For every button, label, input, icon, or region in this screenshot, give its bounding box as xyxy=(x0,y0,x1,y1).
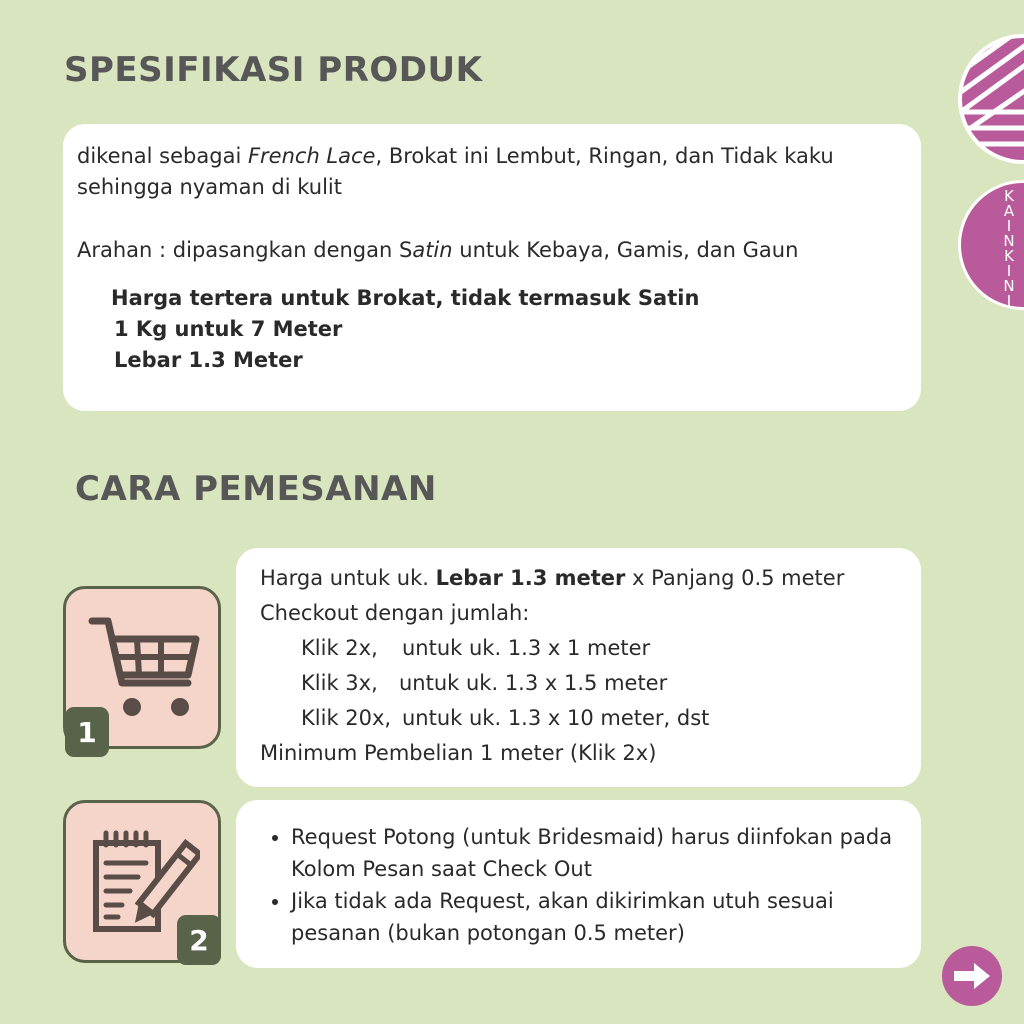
step1-row xyxy=(260,701,921,736)
yarn-logo xyxy=(958,34,1024,164)
spec-bold-lines xyxy=(77,283,906,376)
brand-logo xyxy=(958,180,1024,310)
next-button[interactable] xyxy=(942,946,1002,1006)
spec-weight: 1 Kg untuk 7 Meter xyxy=(114,317,343,341)
step1-line1-bold: Lebar 1.3 meter xyxy=(435,566,626,590)
arrow-right-icon xyxy=(952,961,992,991)
step1-row xyxy=(260,666,921,701)
step2-badge: 2 xyxy=(177,915,221,965)
desc-italic: French Lace xyxy=(247,144,376,168)
step1-row-size: untuk uk. 1.3 x 10 meter, dst xyxy=(402,706,710,730)
spec-title: SPESIFIKASI PRODUK xyxy=(64,50,483,90)
step1-line1-prefix: Harga untuk uk. xyxy=(260,566,436,590)
step2-card xyxy=(236,800,921,968)
step1-price-line xyxy=(260,561,921,596)
desc-prefix: dikenal sebagai xyxy=(77,144,248,168)
spec-description xyxy=(77,141,906,203)
spec-width: Lebar 1.3 Meter xyxy=(114,348,303,372)
yarn-ball-icon xyxy=(958,34,1024,164)
spec-card xyxy=(63,124,921,411)
step2-bullet-list xyxy=(259,821,907,949)
step1-row-klik: Klik 3x, xyxy=(301,671,378,695)
step1-badge: 1 xyxy=(65,707,109,757)
step1-row-klik: Klik 2x, xyxy=(301,636,378,660)
step1-row-size: untuk uk. 1.3 x 1 meter xyxy=(402,636,651,660)
arahan-prefix: Arahan : dipasangkan dengan S xyxy=(77,238,413,262)
step1-row-size: untuk uk. 1.3 x 1.5 meter xyxy=(399,671,668,695)
desc-suffix: , Brokat ini Lembut, Ringan, dan Tidak kaku sehingga nyaman di kulit xyxy=(77,144,834,199)
step1-row xyxy=(260,631,921,666)
spec-price-note: Harga tertera untuk Brokat, tidak termasuk Satin xyxy=(111,286,700,310)
arahan-suffix: untuk Kebaya, Gamis, dan Gaun xyxy=(452,238,799,262)
step1-checkout-line: Checkout dengan jumlah: xyxy=(260,601,530,625)
arahan-italic: atin xyxy=(412,238,453,262)
step1-card xyxy=(236,548,921,787)
step2-bullet: • Request Potong (untuk Bridesmaid) harus diinfokan pada Kolom Pesan saat Check Out xyxy=(291,821,907,885)
order-title: CARA PEMESANAN xyxy=(75,469,437,509)
step1-row-klik: Klik 20x, xyxy=(301,706,392,730)
step1-minimum-line: Minimum Pembelian 1 meter (Klik 2x) xyxy=(260,741,657,765)
step2-bullet: • Jika tidak ada Request, akan dikirimkan utuh sesuai pesanan (bukan potongan 0.5 meter) xyxy=(291,885,907,949)
step1-line1-suffix: x Panjang 0.5 meter xyxy=(625,566,845,590)
spec-arahan xyxy=(77,235,906,266)
brand-name: KAINKINI xyxy=(1003,187,1019,310)
